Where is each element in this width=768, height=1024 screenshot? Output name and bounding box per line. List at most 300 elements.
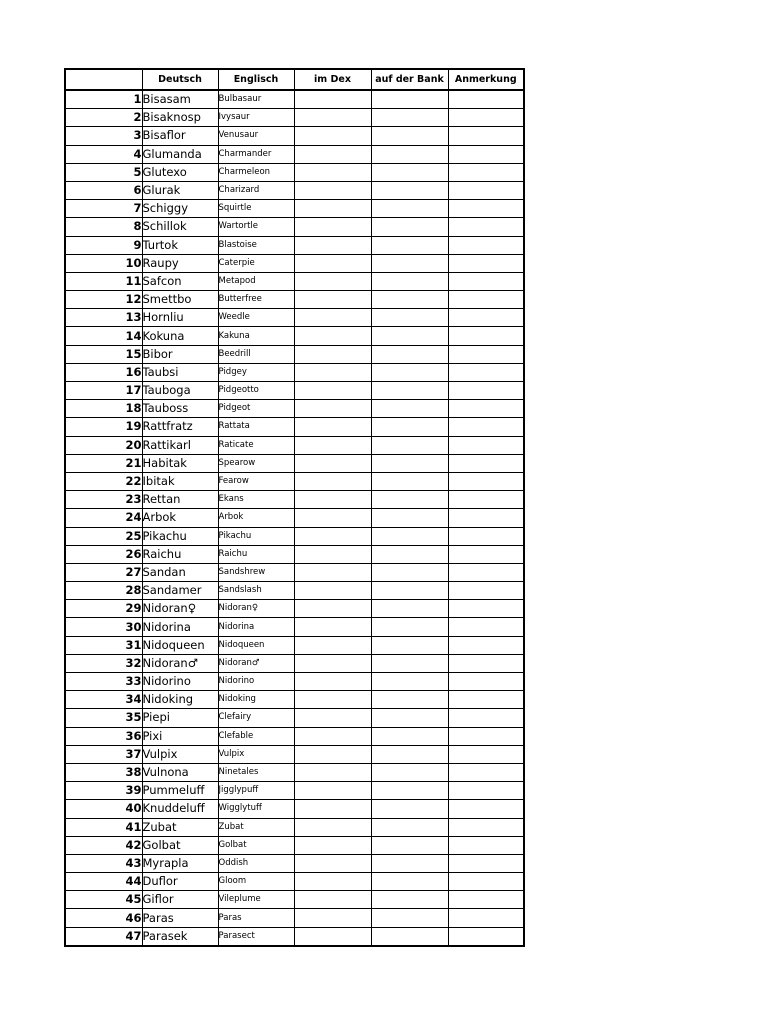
german-name: Tauboga xyxy=(142,382,218,400)
im-dex-cell[interactable] xyxy=(294,909,371,927)
auf-der-bank-cell[interactable] xyxy=(371,109,448,127)
table-row xyxy=(65,472,524,490)
auf-der-bank-cell[interactable] xyxy=(371,636,448,654)
anmerkung-cell[interactable] xyxy=(448,582,524,600)
im-dex-cell[interactable] xyxy=(294,836,371,854)
anmerkung-cell[interactable] xyxy=(448,181,524,199)
auf-der-bank-cell[interactable] xyxy=(371,454,448,472)
anmerkung-cell[interactable] xyxy=(448,709,524,727)
im-dex-cell[interactable] xyxy=(294,691,371,709)
anmerkung-cell[interactable] xyxy=(448,836,524,854)
auf-der-bank-cell[interactable] xyxy=(371,873,448,891)
row-number: 33 xyxy=(65,673,142,691)
im-dex-cell[interactable] xyxy=(294,418,371,436)
anmerkung-cell[interactable] xyxy=(448,327,524,345)
im-dex-cell[interactable] xyxy=(294,927,371,946)
auf-der-bank-cell[interactable] xyxy=(371,782,448,800)
english-name: Squirtle xyxy=(218,200,294,218)
table-row xyxy=(65,327,524,345)
im-dex-cell[interactable] xyxy=(294,218,371,236)
row-number: 15 xyxy=(65,345,142,363)
german-name: Glumanda xyxy=(142,145,218,163)
german-name: Zubat xyxy=(142,818,218,836)
row-number: 32 xyxy=(65,654,142,672)
german-name: Rettan xyxy=(142,491,218,509)
row-number: 31 xyxy=(65,636,142,654)
im-dex-cell[interactable] xyxy=(294,818,371,836)
auf-der-bank-cell[interactable] xyxy=(371,382,448,400)
auf-der-bank-cell[interactable] xyxy=(371,418,448,436)
anmerkung-cell[interactable] xyxy=(448,545,524,563)
row-number: 44 xyxy=(65,873,142,891)
table-body xyxy=(65,90,524,946)
german-name: Nidorino xyxy=(142,673,218,691)
english-name: Pidgeotto xyxy=(218,382,294,400)
german-name: Rattikarl xyxy=(142,436,218,454)
english-name: Pidgey xyxy=(218,363,294,381)
english-name: Venusaur xyxy=(218,127,294,145)
table-row xyxy=(65,727,524,745)
auf-der-bank-cell[interactable] xyxy=(371,236,448,254)
im-dex-cell[interactable] xyxy=(294,709,371,727)
im-dex-cell[interactable] xyxy=(294,563,371,581)
english-name: Nidoran♂ xyxy=(218,654,294,672)
im-dex-cell[interactable] xyxy=(294,345,371,363)
english-name: Ekans xyxy=(218,491,294,509)
english-name: Arbok xyxy=(218,509,294,527)
auf-der-bank-cell[interactable] xyxy=(371,218,448,236)
english-name: Oddish xyxy=(218,854,294,872)
auf-der-bank-cell[interactable] xyxy=(371,145,448,163)
row-number: 26 xyxy=(65,545,142,563)
row-number: 29 xyxy=(65,600,142,618)
im-dex-cell[interactable] xyxy=(294,727,371,745)
german-name: Duflor xyxy=(142,873,218,891)
auf-der-bank-cell[interactable] xyxy=(371,891,448,909)
anmerkung-cell[interactable] xyxy=(448,818,524,836)
table-row xyxy=(65,854,524,872)
row-number: 25 xyxy=(65,527,142,545)
auf-der-bank-cell[interactable] xyxy=(371,563,448,581)
anmerkung-cell[interactable] xyxy=(448,236,524,254)
im-dex-cell[interactable] xyxy=(294,491,371,509)
auf-der-bank-cell[interactable] xyxy=(371,709,448,727)
anmerkung-cell[interactable] xyxy=(448,891,524,909)
anmerkung-cell[interactable] xyxy=(448,291,524,309)
english-name: Nidorino xyxy=(218,673,294,691)
english-name: Beedrill xyxy=(218,345,294,363)
row-number: 23 xyxy=(65,491,142,509)
row-number: 27 xyxy=(65,563,142,581)
table-row xyxy=(65,836,524,854)
german-name: Golbat xyxy=(142,836,218,854)
german-name: Habitak xyxy=(142,454,218,472)
anmerkung-cell[interactable] xyxy=(448,527,524,545)
auf-der-bank-cell[interactable] xyxy=(371,600,448,618)
im-dex-cell[interactable] xyxy=(294,582,371,600)
auf-der-bank-cell[interactable] xyxy=(371,90,448,109)
german-name: Giflor xyxy=(142,891,218,909)
anmerkung-cell[interactable] xyxy=(448,309,524,327)
row-number: 28 xyxy=(65,582,142,600)
table-row xyxy=(65,236,524,254)
row-number: 18 xyxy=(65,400,142,418)
table-row xyxy=(65,181,524,199)
im-dex-cell[interactable] xyxy=(294,472,371,490)
german-name: Sandan xyxy=(142,563,218,581)
english-name: Ninetales xyxy=(218,763,294,781)
im-dex-cell[interactable] xyxy=(294,109,371,127)
table-row xyxy=(65,527,524,545)
german-name: Taubsi xyxy=(142,363,218,381)
row-number: 43 xyxy=(65,854,142,872)
german-name: Glurak xyxy=(142,181,218,199)
anmerkung-cell[interactable] xyxy=(448,127,524,145)
auf-der-bank-cell[interactable] xyxy=(371,818,448,836)
table-row xyxy=(65,909,524,927)
table-row xyxy=(65,800,524,818)
row-number: 13 xyxy=(65,309,142,327)
auf-der-bank-cell[interactable] xyxy=(371,673,448,691)
german-name: Parasek xyxy=(142,927,218,946)
table-row xyxy=(65,345,524,363)
german-name: Rattfratz xyxy=(142,418,218,436)
im-dex-cell[interactable] xyxy=(294,673,371,691)
german-name: Bibor xyxy=(142,345,218,363)
english-name: Rattata xyxy=(218,418,294,436)
german-name: Pixi xyxy=(142,727,218,745)
anmerkung-cell[interactable] xyxy=(448,163,524,181)
table-row xyxy=(65,600,524,618)
anmerkung-cell[interactable] xyxy=(448,254,524,272)
row-number: 22 xyxy=(65,472,142,490)
anmerkung-cell[interactable] xyxy=(448,382,524,400)
german-name: Nidoqueen xyxy=(142,636,218,654)
table-row xyxy=(65,491,524,509)
anmerkung-cell[interactable] xyxy=(448,782,524,800)
anmerkung-cell[interactable] xyxy=(448,509,524,527)
row-number: 5 xyxy=(65,163,142,181)
row-number: 3 xyxy=(65,127,142,145)
english-name: Nidorina xyxy=(218,618,294,636)
anmerkung-cell[interactable] xyxy=(448,654,524,672)
german-name: Paras xyxy=(142,909,218,927)
auf-der-bank-cell[interactable] xyxy=(371,163,448,181)
english-name: Golbat xyxy=(218,836,294,854)
table-row xyxy=(65,145,524,163)
table-row xyxy=(65,691,524,709)
table-row xyxy=(65,891,524,909)
german-name: Nidoran♀ xyxy=(142,600,218,618)
header-im-dex: im Dex xyxy=(294,69,371,90)
im-dex-cell[interactable] xyxy=(294,654,371,672)
auf-der-bank-cell[interactable] xyxy=(371,345,448,363)
table-row xyxy=(65,563,524,581)
im-dex-cell[interactable] xyxy=(294,745,371,763)
im-dex-cell[interactable] xyxy=(294,181,371,199)
row-number: 40 xyxy=(65,800,142,818)
table-row xyxy=(65,745,524,763)
table-row xyxy=(65,636,524,654)
english-name: Vileplume xyxy=(218,891,294,909)
table-row xyxy=(65,927,524,946)
anmerkung-cell[interactable] xyxy=(448,491,524,509)
english-name: Raichu xyxy=(218,545,294,563)
auf-der-bank-cell[interactable] xyxy=(371,763,448,781)
auf-der-bank-cell[interactable] xyxy=(371,400,448,418)
im-dex-cell[interactable] xyxy=(294,163,371,181)
row-number: 21 xyxy=(65,454,142,472)
english-name: Wigglytuff xyxy=(218,800,294,818)
german-name: Arbok xyxy=(142,509,218,527)
anmerkung-cell[interactable] xyxy=(448,436,524,454)
table-row xyxy=(65,545,524,563)
im-dex-cell[interactable] xyxy=(294,618,371,636)
table-row xyxy=(65,582,524,600)
table-row xyxy=(65,363,524,381)
row-number: 4 xyxy=(65,145,142,163)
table-row xyxy=(65,436,524,454)
auf-der-bank-cell[interactable] xyxy=(371,527,448,545)
table-row xyxy=(65,418,524,436)
row-number: 17 xyxy=(65,382,142,400)
auf-der-bank-cell[interactable] xyxy=(371,491,448,509)
anmerkung-cell[interactable] xyxy=(448,472,524,490)
anmerkung-cell[interactable] xyxy=(448,418,524,436)
english-name: Nidoran♀ xyxy=(218,600,294,618)
anmerkung-cell[interactable] xyxy=(448,145,524,163)
anmerkung-cell[interactable] xyxy=(448,345,524,363)
anmerkung-cell[interactable] xyxy=(448,200,524,218)
row-number: 41 xyxy=(65,818,142,836)
auf-der-bank-cell[interactable] xyxy=(371,509,448,527)
table-row xyxy=(65,673,524,691)
auf-der-bank-cell[interactable] xyxy=(371,727,448,745)
english-name: Charizard xyxy=(218,181,294,199)
pokedex-checklist-table xyxy=(64,68,525,947)
auf-der-bank-cell[interactable] xyxy=(371,363,448,381)
auf-der-bank-cell[interactable] xyxy=(371,582,448,600)
table-row xyxy=(65,818,524,836)
english-name: Spearow xyxy=(218,454,294,472)
anmerkung-cell[interactable] xyxy=(448,363,524,381)
table-row xyxy=(65,291,524,309)
row-number: 24 xyxy=(65,509,142,527)
auf-der-bank-cell[interactable] xyxy=(371,254,448,272)
german-name: Smettbo xyxy=(142,291,218,309)
row-number: 9 xyxy=(65,236,142,254)
english-name: Jigglypuff xyxy=(218,782,294,800)
im-dex-cell[interactable] xyxy=(294,527,371,545)
im-dex-cell[interactable] xyxy=(294,327,371,345)
german-name: Bisasam xyxy=(142,90,218,109)
im-dex-cell[interactable] xyxy=(294,127,371,145)
auf-der-bank-cell[interactable] xyxy=(371,854,448,872)
english-name: Wartortle xyxy=(218,218,294,236)
auf-der-bank-cell[interactable] xyxy=(371,272,448,290)
im-dex-cell[interactable] xyxy=(294,600,371,618)
german-name: Turtok xyxy=(142,236,218,254)
im-dex-cell[interactable] xyxy=(294,254,371,272)
auf-der-bank-cell[interactable] xyxy=(371,927,448,946)
auf-der-bank-cell[interactable] xyxy=(371,309,448,327)
auf-der-bank-cell[interactable] xyxy=(371,127,448,145)
table-row xyxy=(65,509,524,527)
im-dex-cell[interactable] xyxy=(294,545,371,563)
anmerkung-cell[interactable] xyxy=(448,618,524,636)
english-name: Clefairy xyxy=(218,709,294,727)
im-dex-cell[interactable] xyxy=(294,309,371,327)
anmerkung-cell[interactable] xyxy=(448,90,524,109)
anmerkung-cell[interactable] xyxy=(448,454,524,472)
im-dex-cell[interactable] xyxy=(294,382,371,400)
auf-der-bank-cell[interactable] xyxy=(371,472,448,490)
english-name: Sandshrew xyxy=(218,563,294,581)
auf-der-bank-cell[interactable] xyxy=(371,909,448,927)
anmerkung-cell[interactable] xyxy=(448,400,524,418)
im-dex-cell[interactable] xyxy=(294,363,371,381)
anmerkung-cell[interactable] xyxy=(448,109,524,127)
english-name: Ivysaur xyxy=(218,109,294,127)
english-name: Raticate xyxy=(218,436,294,454)
table-row xyxy=(65,873,524,891)
im-dex-cell[interactable] xyxy=(294,200,371,218)
auf-der-bank-cell[interactable] xyxy=(371,836,448,854)
auf-der-bank-cell[interactable] xyxy=(371,654,448,672)
english-name: Kakuna xyxy=(218,327,294,345)
anmerkung-cell[interactable] xyxy=(448,763,524,781)
table-row xyxy=(65,127,524,145)
im-dex-cell[interactable] xyxy=(294,891,371,909)
im-dex-cell[interactable] xyxy=(294,454,371,472)
table-row xyxy=(65,90,524,109)
im-dex-cell[interactable] xyxy=(294,873,371,891)
header-number xyxy=(65,69,142,90)
english-name: Nidoking xyxy=(218,691,294,709)
german-name: Bisaflor xyxy=(142,127,218,145)
row-number: 2 xyxy=(65,109,142,127)
german-name: Glutexo xyxy=(142,163,218,181)
english-name: Bulbasaur xyxy=(218,90,294,109)
auf-der-bank-cell[interactable] xyxy=(371,800,448,818)
header-anmerkung: Anmerkung xyxy=(448,69,524,90)
im-dex-cell[interactable] xyxy=(294,854,371,872)
anmerkung-cell[interactable] xyxy=(448,636,524,654)
row-number: 12 xyxy=(65,291,142,309)
im-dex-cell[interactable] xyxy=(294,509,371,527)
auf-der-bank-cell[interactable] xyxy=(371,691,448,709)
anmerkung-cell[interactable] xyxy=(448,600,524,618)
im-dex-cell[interactable] xyxy=(294,636,371,654)
english-name: Charmander xyxy=(218,145,294,163)
anmerkung-cell[interactable] xyxy=(448,563,524,581)
german-name: Nidorina xyxy=(142,618,218,636)
auf-der-bank-cell[interactable] xyxy=(371,745,448,763)
row-number: 1 xyxy=(65,90,142,109)
auf-der-bank-cell[interactable] xyxy=(371,618,448,636)
row-number: 34 xyxy=(65,691,142,709)
english-name: Nidoqueen xyxy=(218,636,294,654)
auf-der-bank-cell[interactable] xyxy=(371,291,448,309)
im-dex-cell[interactable] xyxy=(294,400,371,418)
im-dex-cell[interactable] xyxy=(294,436,371,454)
anmerkung-cell[interactable] xyxy=(448,727,524,745)
im-dex-cell[interactable] xyxy=(294,763,371,781)
german-name: Vulnona xyxy=(142,763,218,781)
auf-der-bank-cell[interactable] xyxy=(371,181,448,199)
anmerkung-cell[interactable] xyxy=(448,218,524,236)
anmerkung-cell[interactable] xyxy=(448,854,524,872)
table-row xyxy=(65,654,524,672)
auf-der-bank-cell[interactable] xyxy=(371,436,448,454)
im-dex-cell[interactable] xyxy=(294,236,371,254)
anmerkung-cell[interactable] xyxy=(448,691,524,709)
im-dex-cell[interactable] xyxy=(294,800,371,818)
german-name: Ibitak xyxy=(142,472,218,490)
anmerkung-cell[interactable] xyxy=(448,800,524,818)
auf-der-bank-cell[interactable] xyxy=(371,545,448,563)
german-name: Vulpix xyxy=(142,745,218,763)
anmerkung-cell[interactable] xyxy=(448,873,524,891)
row-number: 38 xyxy=(65,763,142,781)
row-number: 19 xyxy=(65,418,142,436)
auf-der-bank-cell[interactable] xyxy=(371,200,448,218)
english-name: Pikachu xyxy=(218,527,294,545)
im-dex-cell[interactable] xyxy=(294,90,371,109)
german-name: Schiggy xyxy=(142,200,218,218)
table-row xyxy=(65,763,524,781)
row-number: 14 xyxy=(65,327,142,345)
german-name: Kokuna xyxy=(142,327,218,345)
header-row xyxy=(65,69,524,90)
anmerkung-cell[interactable] xyxy=(448,927,524,946)
anmerkung-cell[interactable] xyxy=(448,909,524,927)
auf-der-bank-cell[interactable] xyxy=(371,327,448,345)
header-auf-der-bank: auf der Bank xyxy=(371,69,448,90)
row-number: 46 xyxy=(65,909,142,927)
english-name: Fearow xyxy=(218,472,294,490)
im-dex-cell[interactable] xyxy=(294,145,371,163)
english-name: Butterfree xyxy=(218,291,294,309)
im-dex-cell[interactable] xyxy=(294,782,371,800)
english-name: Clefable xyxy=(218,727,294,745)
anmerkung-cell[interactable] xyxy=(448,272,524,290)
row-number: 6 xyxy=(65,181,142,199)
english-name: Gloom xyxy=(218,873,294,891)
row-number: 11 xyxy=(65,272,142,290)
row-number: 7 xyxy=(65,200,142,218)
english-name: Zubat xyxy=(218,818,294,836)
header-englisch: Englisch xyxy=(218,69,294,90)
anmerkung-cell[interactable] xyxy=(448,745,524,763)
table-row xyxy=(65,163,524,181)
anmerkung-cell[interactable] xyxy=(448,673,524,691)
german-name: Pikachu xyxy=(142,527,218,545)
table-row xyxy=(65,709,524,727)
row-number: 30 xyxy=(65,618,142,636)
german-name: Hornliu xyxy=(142,309,218,327)
german-name: Safcon xyxy=(142,272,218,290)
german-name: Pummeluff xyxy=(142,782,218,800)
english-name: Metapod xyxy=(218,272,294,290)
im-dex-cell[interactable] xyxy=(294,291,371,309)
english-name: Pidgeot xyxy=(218,400,294,418)
im-dex-cell[interactable] xyxy=(294,272,371,290)
german-name: Myrapla xyxy=(142,854,218,872)
row-number: 47 xyxy=(65,927,142,946)
english-name: Sandslash xyxy=(218,582,294,600)
german-name: Schillok xyxy=(142,218,218,236)
